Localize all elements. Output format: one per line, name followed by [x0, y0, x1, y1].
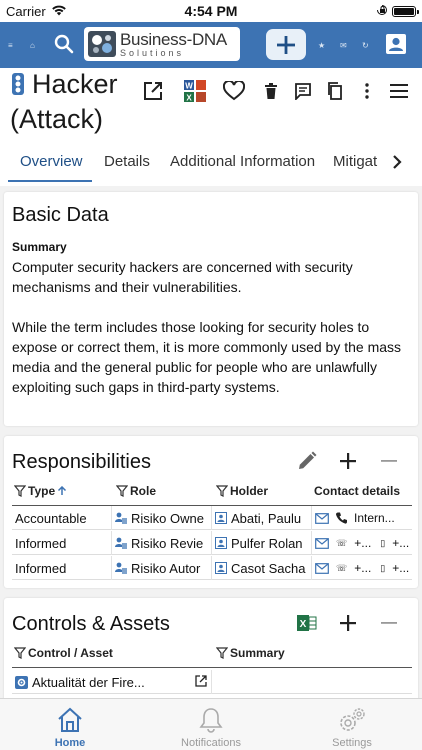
role-icon — [115, 562, 127, 574]
phone-small-icon[interactable]: ☏ — [336, 562, 348, 573]
open-external-icon[interactable] — [195, 675, 207, 690]
collapse-minus-icon[interactable] — [376, 610, 402, 636]
type-cell: Informed — [12, 531, 112, 555]
role-icon — [115, 537, 127, 549]
profile-icon[interactable] — [386, 34, 406, 59]
star-small-icon[interactable]: ★ — [318, 41, 326, 50]
copy-icon[interactable] — [322, 78, 348, 104]
chevron-right-icon[interactable] — [392, 154, 402, 174]
column-role-label: Role — [130, 484, 157, 498]
column-holder[interactable] — [216, 484, 268, 498]
control-gear-icon — [15, 676, 28, 689]
status-bar — [0, 0, 422, 22]
logo-name: Business-DNA — [120, 29, 227, 49]
app-header — [0, 22, 422, 68]
role-text: Risiko Revie — [131, 535, 204, 551]
column-type[interactable] — [14, 484, 67, 498]
tab-settings[interactable] — [282, 699, 422, 750]
type-cell: Accountable — [12, 506, 112, 530]
responsibilities-card — [4, 436, 418, 588]
collapse-minus-icon[interactable] — [376, 448, 402, 474]
sort-ascending-icon[interactable] — [57, 486, 67, 496]
mobile-icon[interactable]: ▯ — [380, 537, 386, 548]
role-text: Risiko Owne — [131, 510, 204, 526]
tab-details[interactable]: Details — [104, 153, 150, 170]
page-title — [10, 68, 145, 136]
table-row[interactable] — [12, 531, 412, 555]
tab-home[interactable] — [0, 699, 140, 750]
tab-settings-label: Settings — [332, 737, 372, 749]
role-icon — [115, 512, 127, 524]
menu-dots-icon[interactable]: ≡ — [8, 41, 13, 50]
contact-cell[interactable] — [312, 556, 412, 580]
business-dna-logo[interactable] — [84, 27, 240, 61]
mobile-icon[interactable]: ▯ — [380, 562, 386, 573]
holder-cell[interactable] — [212, 506, 312, 530]
role-cell[interactable] — [112, 506, 212, 530]
contact-cell[interactable] — [312, 506, 412, 530]
column-summary[interactable] — [216, 646, 285, 660]
filter-icon[interactable] — [216, 647, 228, 659]
table-row[interactable] — [12, 556, 412, 580]
contact-text: +... — [354, 536, 372, 550]
column-summary-label: Summary — [230, 646, 285, 660]
type-cell: Informed — [12, 556, 112, 580]
home-small-icon[interactable]: ⌂ — [30, 41, 35, 50]
tab-bar — [0, 140, 422, 184]
mail-small-icon[interactable]: ✉ — [340, 41, 347, 50]
logo-subtitle: Solutions — [120, 47, 185, 58]
office-export-icon[interactable] — [182, 78, 208, 104]
bell-icon — [198, 705, 224, 735]
holder-text: Pulfer Rolan — [231, 535, 303, 551]
summary-label: Summary — [12, 240, 67, 254]
filter-icon[interactable] — [14, 485, 26, 497]
more-vertical-icon[interactable] — [354, 78, 380, 104]
holder-cell[interactable] — [212, 531, 312, 555]
holder-text: Abati, Paulu — [231, 510, 302, 526]
column-type-label: Type — [28, 484, 56, 498]
role-cell[interactable] — [112, 556, 212, 580]
battery-icon — [392, 6, 416, 17]
summary-paragraph-2: While the term includes those looking for security holes to expose or correct them, it is more commonly used by the mass media and the general public for people who are unlawfully exploiting such gaps in third-party systems. — [12, 319, 402, 395]
clock: 4:54 PM — [184, 3, 238, 19]
responsibilities-title: Responsibilities — [12, 451, 151, 473]
home-icon — [56, 705, 84, 735]
holder-cell[interactable] — [212, 556, 312, 580]
tab-home-label: Home — [54, 737, 86, 749]
controls-assets-title: Controls & Assets — [12, 613, 170, 635]
add-responsibility-plus-icon[interactable] — [335, 448, 361, 474]
gears-icon — [336, 705, 368, 735]
contact-text: +... — [354, 561, 372, 575]
svg-text:X: X — [186, 93, 192, 103]
contact-card-icon — [215, 537, 227, 549]
contact-text: Intern... — [354, 511, 395, 525]
hamburger-menu-icon[interactable] — [386, 78, 412, 104]
tab-notifications-label: Notifications — [181, 737, 241, 749]
phone-small-icon[interactable]: ☏ — [336, 537, 348, 548]
column-role[interactable] — [116, 484, 156, 498]
tab-additional-information[interactable]: Additional Information — [170, 153, 316, 170]
filter-icon[interactable] — [116, 485, 128, 497]
column-holder-label: Holder — [230, 484, 269, 498]
svg-text:W: W — [185, 81, 193, 91]
tab-notifications[interactable] — [141, 699, 281, 750]
basic-data-title: Basic Data — [12, 204, 109, 226]
search-icon[interactable] — [54, 34, 74, 59]
refresh-small-icon[interactable]: ↻ — [362, 41, 369, 50]
control-cell[interactable] — [12, 670, 212, 694]
favorite-heart-icon[interactable] — [221, 78, 247, 104]
contact-extra-text: +... — [392, 536, 410, 550]
comment-icon[interactable] — [290, 78, 316, 104]
table-row[interactable] — [12, 506, 412, 530]
responsibilities-header — [12, 484, 412, 504]
tab-mitigation[interactable]: Mitigat — [333, 153, 378, 170]
carrier-label: Carrier — [6, 4, 46, 19]
attack-type-icon — [10, 70, 26, 103]
summary-text — [12, 257, 412, 397]
add-control-plus-icon[interactable] — [335, 610, 361, 636]
header-divider — [12, 667, 412, 668]
basic-data-card — [4, 192, 418, 426]
control-text: Aktualität der Fire... — [32, 674, 145, 690]
contact-card-icon — [215, 512, 227, 524]
contact-cell[interactable] — [312, 531, 412, 555]
table-row[interactable] — [12, 670, 412, 694]
plus-icon — [276, 35, 296, 55]
open-external-icon[interactable] — [140, 78, 166, 104]
bottom-tab-bar — [0, 698, 422, 750]
delete-icon[interactable] — [258, 78, 284, 104]
edit-pencil-icon[interactable] — [294, 448, 320, 474]
logo-mark-icon — [88, 31, 116, 57]
contact-card-icon — [215, 562, 227, 574]
filter-icon[interactable] — [14, 647, 26, 659]
controls-assets-card — [4, 598, 418, 708]
active-tab-indicator — [8, 180, 92, 182]
column-control-label: Control / Asset — [28, 646, 113, 660]
excel-export-icon[interactable] — [294, 610, 320, 636]
email-icon[interactable] — [315, 513, 329, 524]
contact-extra-text: +... — [392, 561, 410, 575]
email-icon[interactable] — [315, 563, 329, 574]
column-control-asset[interactable] — [14, 646, 113, 660]
page-title-line1: Hacker — [32, 69, 118, 99]
filter-icon[interactable] — [216, 485, 228, 497]
holder-text: Casot Sacha — [231, 560, 306, 576]
tab-overview[interactable]: Overview — [20, 153, 83, 170]
add-button[interactable] — [266, 29, 306, 60]
column-contact-label: Contact details — [314, 484, 401, 498]
svg-text:X: X — [299, 619, 307, 630]
role-text: Risiko Autor — [131, 560, 201, 576]
email-icon[interactable] — [315, 538, 329, 549]
summary-paragraph-1: Computer security hackers are concerned with security mechanisms and their vulnerabilities. — [12, 259, 353, 295]
column-contact — [314, 484, 400, 498]
controls-header — [12, 646, 412, 666]
phone-icon[interactable] — [336, 512, 347, 524]
role-cell[interactable] — [112, 531, 212, 555]
page-title-line2: (Attack) — [10, 104, 104, 134]
orientation-lock-icon — [376, 4, 388, 19]
summary-cell — [212, 670, 412, 694]
